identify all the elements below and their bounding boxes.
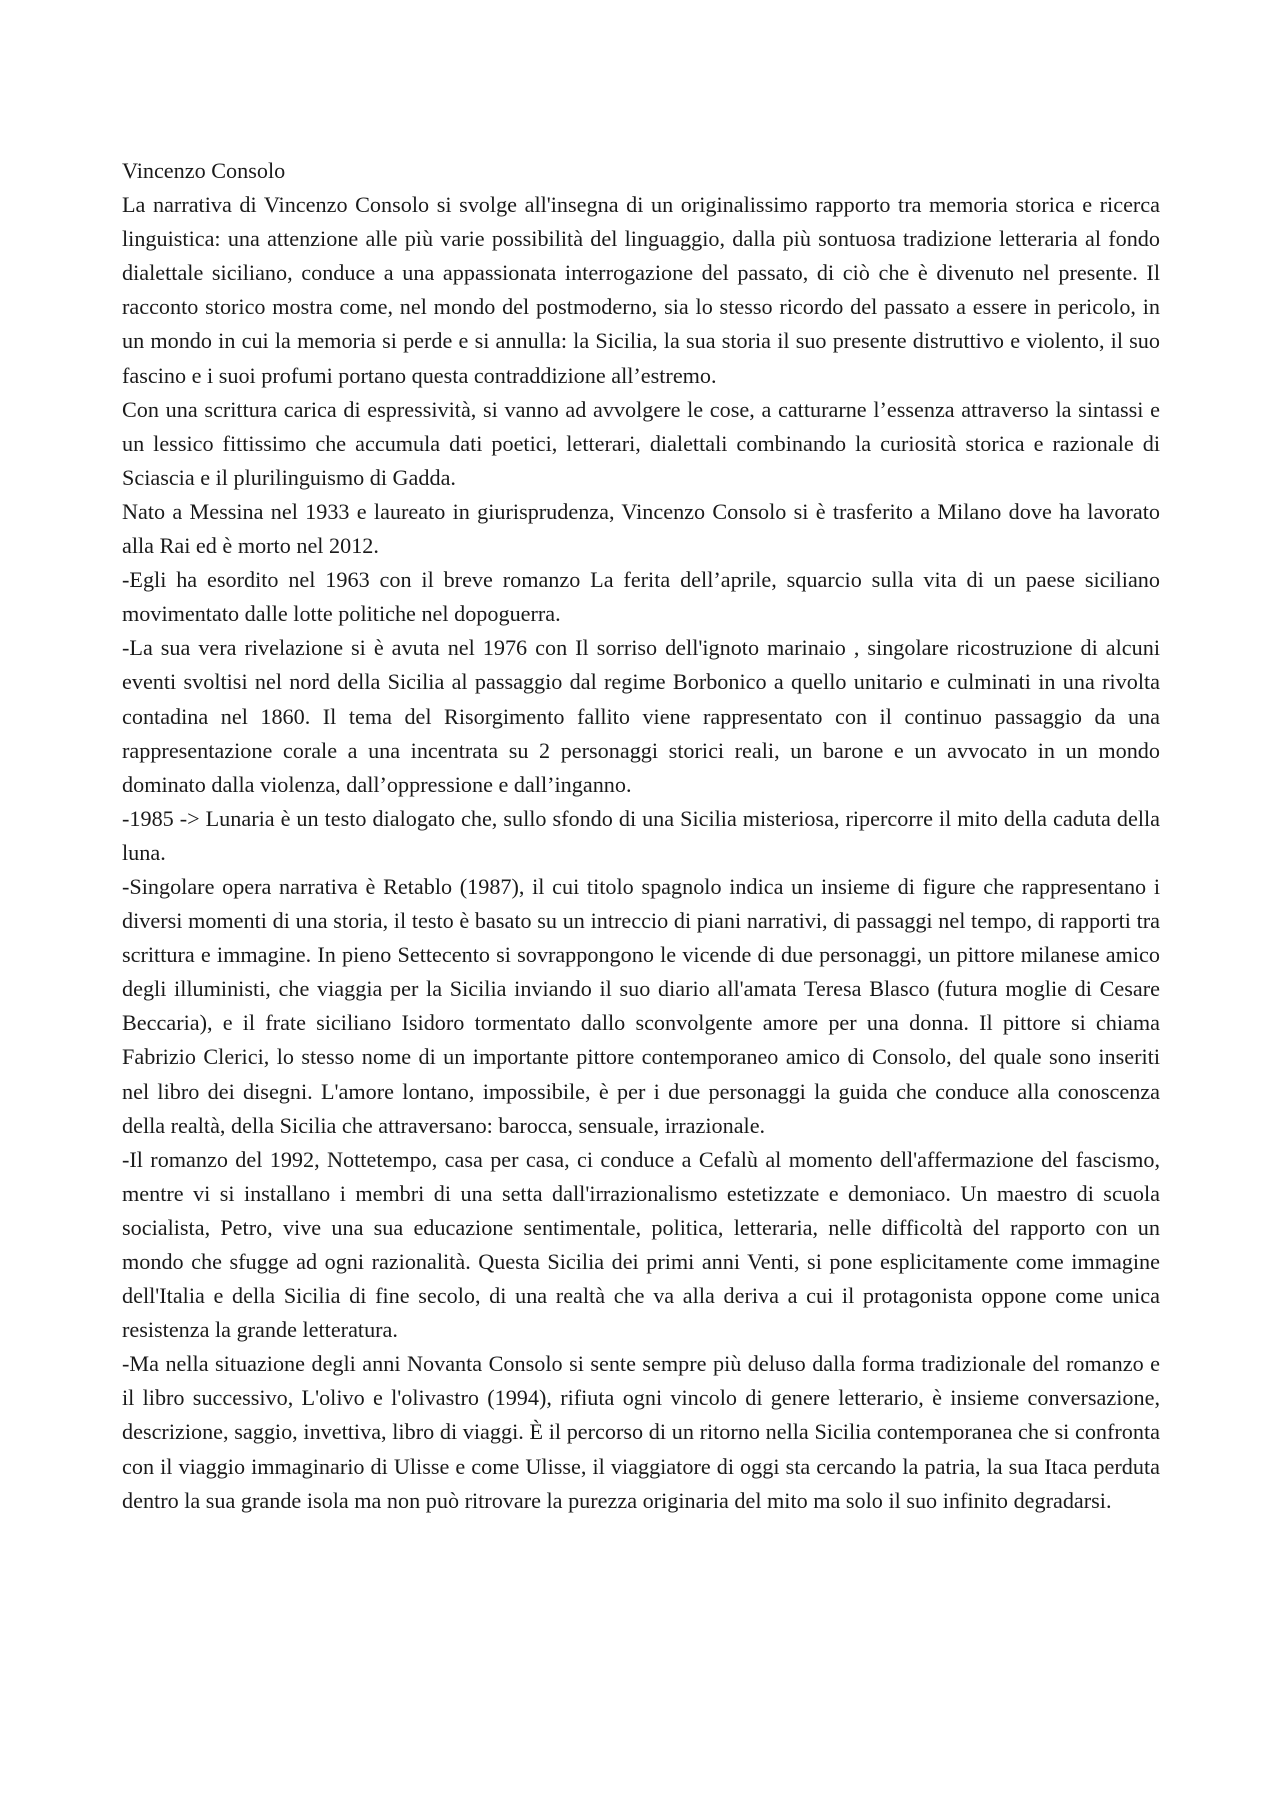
paragraph-debut: -Egli ha esordito nel 1963 con il breve romanzo La ferita dell’aprile, squarcio sulla vita di un paese siciliano movimentato dalle lotte politiche nel dopoguerra. [122,567,1160,627]
document-body [122,154,1160,1518]
paragraph-biography: Nato a Messina nel 1933 e laureato in giurisprudenza, Vincenzo Consolo si è trasferito a Milano dove ha lavorato alla Rai ed è morto nel 2012. [122,498,1160,559]
paragraph-olivo: -Ma nella situazione degli anni Novanta Consolo si sente sempre più deluso dalla forma tradizionale del romanzo e il libro successivo, L'olivo e l'olivastro (1994), rifiuta ogni vincolo di genere letterario, è insieme conversazione, descrizione, saggio, invettiva, libro di viaggi. È il percorso di un ritorno nella Sicilia contemporanea che si confronta con il viaggio immaginario di Ulisse e come Ulisse, il viaggiatore di oggi sta cercando la patria, la sua Itaca perduta dentro la sua grande isola ma non può ritrovare la purezza originaria del mito ma solo il suo infinito degradarsi. [122,1351,1160,1513]
paragraph-lunaria: -1985 -> Lunaria è un testo dialogato che, sullo sfondo di una Sicilia misteriosa, ripercorre il mito della caduta della luna. [122,805,1160,865]
paragraph-retablo: -Singolare opera narrativa è Retablo (1987), il cui titolo spagnolo indica un insieme di figure che rappresentano i diversi momenti di una storia, il testo è basato su un intreccio di piani narrativi, di passaggi nel tempo, di rapporti tra scrittura e immagine. In pieno Settecento si sovrappongono le vicende di due personaggi, un pittore milanese amico degli illuministi, che viaggia per la Sicilia inviando il suo diario all'amata Teresa Blasco (futura moglie di Cesare Beccaria), e il frate siciliano Isidoro tormentato dallo sconvolgente amore per una donna. Il pittore si chiama Fabrizio Clerici, lo stesso nome di un importante pittore contemporaneo amico di Consolo, del quale sono inseriti nel libro dei disegni. L'amore lontano, impossibile, è per i due personaggi la guida che conduce alla conoscenza della realtà, della Sicilia che attraversano: barocca, sensuale, irrazionale. [122,873,1160,1138]
paragraph-sorriso: -La sua vera rivelazione si è avuta nel 1976 con Il sorriso dell'ignoto marinaio , singolare ricostruzione di alcuni eventi svoltisi nel nord della Sicilia al passaggio dal regime Borbonico a quello unitario e culminati in una rivolta contadina nel 1860. Il tema del Risorgimento fallito viene rappresentato con il continuo passaggio da una rappresentazione corale a una incentrata su 2 personaggi storici reali, un barone e un avvocato in un mondo dominato dalla violenza, dall’oppressione e dall’inganno. [122,635,1160,797]
paragraph-style: Con una scrittura carica di espressività, si vanno ad avvolgere le cose, a catturarne l’essenza attraverso la sintassi e un lessico fittissimo che accumula dati poetici, letterari, dialettali combinando la curiosità storica e razionale di Sciascia e il plurilinguismo di Gadda. [122,396,1160,490]
document-title: Vincenzo Consolo [122,158,286,183]
paragraph-intro: La narrativa di Vincenzo Consolo si svolge all'insegna di un originalissimo rapporto tra memoria storica e ricerca linguistica: una attenzione alle più varie possibilità del linguaggio, dalla più sontuosa tradizione letteraria al fondo dialettale siciliano, conduce a una appassionata interrogazione del passato, di ciò che è divenuto nel presente. Il racconto storico mostra come, nel mondo del postmoderno, sia lo stesso ricordo del passato a essere in pericolo, in un mondo in cui la memoria si perde e si annulla: la Sicilia, la sua storia il suo presente distruttivo e violento, il suo fascino e i suoi profumi portano questa contraddizione all’estremo. [122,192,1160,388]
paragraph-nottetempo: -Il romanzo del 1992, Nottetempo, casa per casa, ci conduce a Cefalù al momento dell'affermazione del fascismo, mentre vi si installano i membri di una setta dall'irrazionalismo estetizzate e demoniaco. Un maestro di scuola socialista, Petro, vive una sua educazione sentimentale, politica, letteraria, nelle difficoltà del rapporto con un mondo che sfugge ad ogni razionalità. Questa Sicilia dei primi anni Venti, si pone esplicitamente come immagine dell'Italia e della Sicilia di fine secolo, di una realtà che va alla deriva a cui il protagonista oppone come unica resistenza la grande letteratura. [122,1146,1160,1343]
